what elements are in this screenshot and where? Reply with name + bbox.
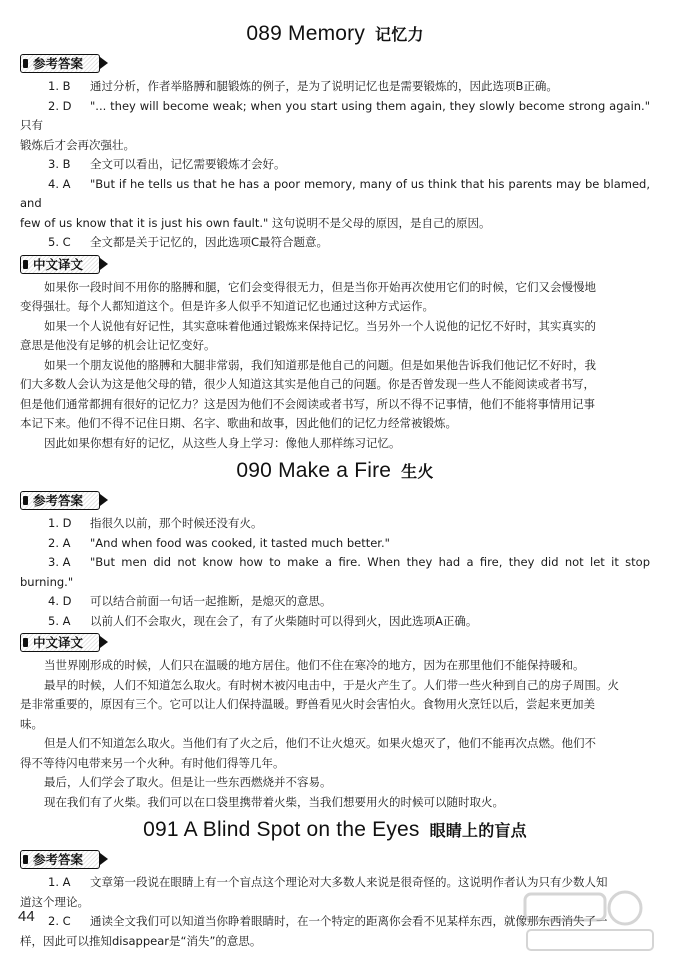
answer-number: 1. B (48, 79, 71, 93)
answer-number: 2. C (48, 914, 71, 928)
section-title (20, 818, 650, 842)
translation-line: 最后，人们学会了取火。但是让一些东西燃烧并不容易。 (44, 775, 332, 789)
translation-line: 得不等待闪电带来另一个火种。有时他们得等几年。 (20, 755, 285, 770)
title-en: 091 A Blind Spot on the Eyes (143, 818, 420, 841)
answer-item (20, 612, 650, 632)
answer-item (20, 592, 650, 612)
translation-line: 但是他们通常都拥有很好的记忆力？这是因为他们不会阅读或者书写，所以不得不记事情，他们不能将事情用记事 (20, 396, 595, 411)
title-en: 089 Memory (246, 22, 366, 45)
translation-line: 因此如果你想有好的记忆，从这些人身上学习：像他人那样练习记忆。 (44, 435, 401, 450)
answer-item (20, 514, 650, 534)
page-number: 44 (18, 908, 35, 925)
answer-text: 通过分析，作者举胳膊和腿锻炼的例子，是为了说明记忆也是需要锻炼的，因此选项B正确。 (90, 79, 558, 93)
answer-tag: 参考答案 (20, 491, 100, 510)
answer-tag: 参考答案 (20, 54, 100, 73)
title-en: 090 Make a Fire (236, 459, 392, 482)
answer-tag-wrap (20, 848, 650, 872)
translation-line: 本记下来。他们不得不记住日期、名字、歌曲和故事，因此他们的记忆力经常被锻炼。 (20, 416, 457, 430)
section-title (20, 22, 650, 46)
title-cn: 眼睛上的盲点 (429, 821, 527, 840)
translation-line: 变得强壮。每个人都知道这个。但是许多人似乎不知道记忆也通过这种方式运作。 (20, 299, 434, 313)
translation-line: 味。 (20, 716, 43, 731)
answer-tag-wrap (20, 52, 650, 76)
answer-text-continued: 样，因此可以推知disappear是“消失”的意思。 (20, 933, 262, 948)
translation-line: 如果一个人说他有好记性，其实意味着他通过锻炼来保持记忆。当另外一个人说他的记忆不好时，其实真实的 (44, 318, 596, 333)
answer-tag-wrap (20, 489, 650, 513)
answer-text: "But if he tells us that he has a poor memory, many of us think that his parents may be blamed, and (20, 176, 650, 210)
answer-item (20, 155, 650, 175)
answer-number: 4. A (48, 176, 71, 191)
answer-number: 3. A (48, 555, 71, 569)
answer-text: 通读全文我们可以知道当你睁着眼睛时，在一个特定的距离你会看不见某样东西，就像那东西消失了一 (90, 914, 608, 928)
translation-line: 如果一个朋友说他的胳膊和大腿非常弱，我们知道那是他自己的问题。但是如果他告诉我们他记忆不好时，我 (44, 357, 596, 372)
title-cn: 记忆力 (375, 25, 424, 44)
answer-item (20, 553, 650, 592)
answer-number: 3. B (48, 157, 71, 171)
answer-text-continued: 道这个理论。 (20, 894, 89, 909)
translation-line: 是非常重要的，原因有三个。它可以让人们保持温暖。野兽看见火时会害怕火。食物用火烹饪以后，尝起来更加美 (20, 697, 595, 711)
translation-line: 最早的时候，人们不知道怎么取火。有时树木被闪电击中，于是火产生了。人们带一些火种到自己的房子周围。火 (44, 677, 619, 692)
answer-number: 2. D (48, 98, 72, 113)
page-content (20, 22, 650, 955)
answer-item (20, 77, 650, 97)
answer-text: "... they will become weak; when you start using them again, they slowly become strong again." 只有 (20, 98, 650, 132)
answer-item (20, 534, 650, 554)
answer-item (20, 97, 650, 136)
translation-line: 现在我们有了火柴。我们可以在口袋里携带着火柴，当我们想要用火的时候可以随时取火。 (44, 794, 504, 809)
translation-line: 们大多数人会认为这是他父母的错，很少人知道这其实是他自己的问题。你是否曾发现一些人不能阅读或者书写， (20, 377, 595, 391)
answer-number: 1. A (48, 875, 71, 889)
answer-number: 5. C (48, 235, 71, 249)
answer-tag: 参考答案 (20, 850, 100, 869)
answer-item (20, 233, 650, 253)
title-cn: 生火 (401, 462, 434, 481)
section-0 (20, 22, 650, 453)
section-1 (20, 459, 650, 812)
answer-text: 以前人们不会取火，现在会了，有了火柴随时可以得到火，因此选项A正确。 (90, 613, 478, 628)
answer-number: 2. A (48, 535, 71, 550)
answer-text: "And when food was cooked, it tasted much better." (90, 535, 390, 550)
answer-text: 全文可以看出，记忆需要锻炼才会好。 (90, 157, 286, 171)
translation-tag: 中文译文 (20, 633, 100, 652)
answer-number: 1. D (48, 516, 72, 530)
translation-line: 但是人们不知道怎么取火。当他们有了火之后，他们不让火熄灭。如果火熄灭了，他们不能再次点燃。他们不 (44, 736, 596, 750)
answer-text: "But men did not know how to make a fire. When they had a fire, they did not let it stop burning." (20, 555, 650, 589)
answer-text: 指很久以前，那个时候还没有火。 (90, 516, 263, 530)
watermark-logo-icon (515, 886, 665, 956)
translation-line: 如果你一段时间不用你的胳膊和腿，它们会变得很无力，但是当你开始再次使用它们的时候，它们又会慢慢地 (44, 279, 596, 294)
translation-tag-wrap (20, 253, 650, 277)
section-title (20, 459, 650, 483)
answer-number: 5. A (48, 613, 71, 628)
answer-text: 可以结合前面一句话一起推断，是熄灭的意思。 (90, 594, 332, 608)
translation-line: 意思是他没有足够的机会让记忆变好。 (20, 338, 216, 352)
answer-text-continued: 锻炼后才会再次强壮。 (20, 137, 135, 152)
answer-item (20, 175, 650, 214)
answer-text: 文章第一段说在眼睛上有一个盲点这个理论对大多数人来说是很奇怪的。这说明作者认为只有少数人知 (90, 875, 608, 889)
answer-number: 4. D (48, 594, 72, 608)
answer-text: 全文都是关于记忆的，因此选项C最符合题意。 (90, 235, 329, 249)
translation-tag-wrap (20, 631, 650, 655)
answer-text-continued: few of us know that it is just his own fault." 这句说明不是父母的原因，是自己的原因。 (20, 215, 491, 230)
translation-line: 当世界刚形成的时候，人们只在温暖的地方居住。他们不住在寒冷的地方，因为在那里他们不能保持暖和。 (44, 658, 585, 672)
translation-tag: 中文译文 (20, 255, 100, 274)
